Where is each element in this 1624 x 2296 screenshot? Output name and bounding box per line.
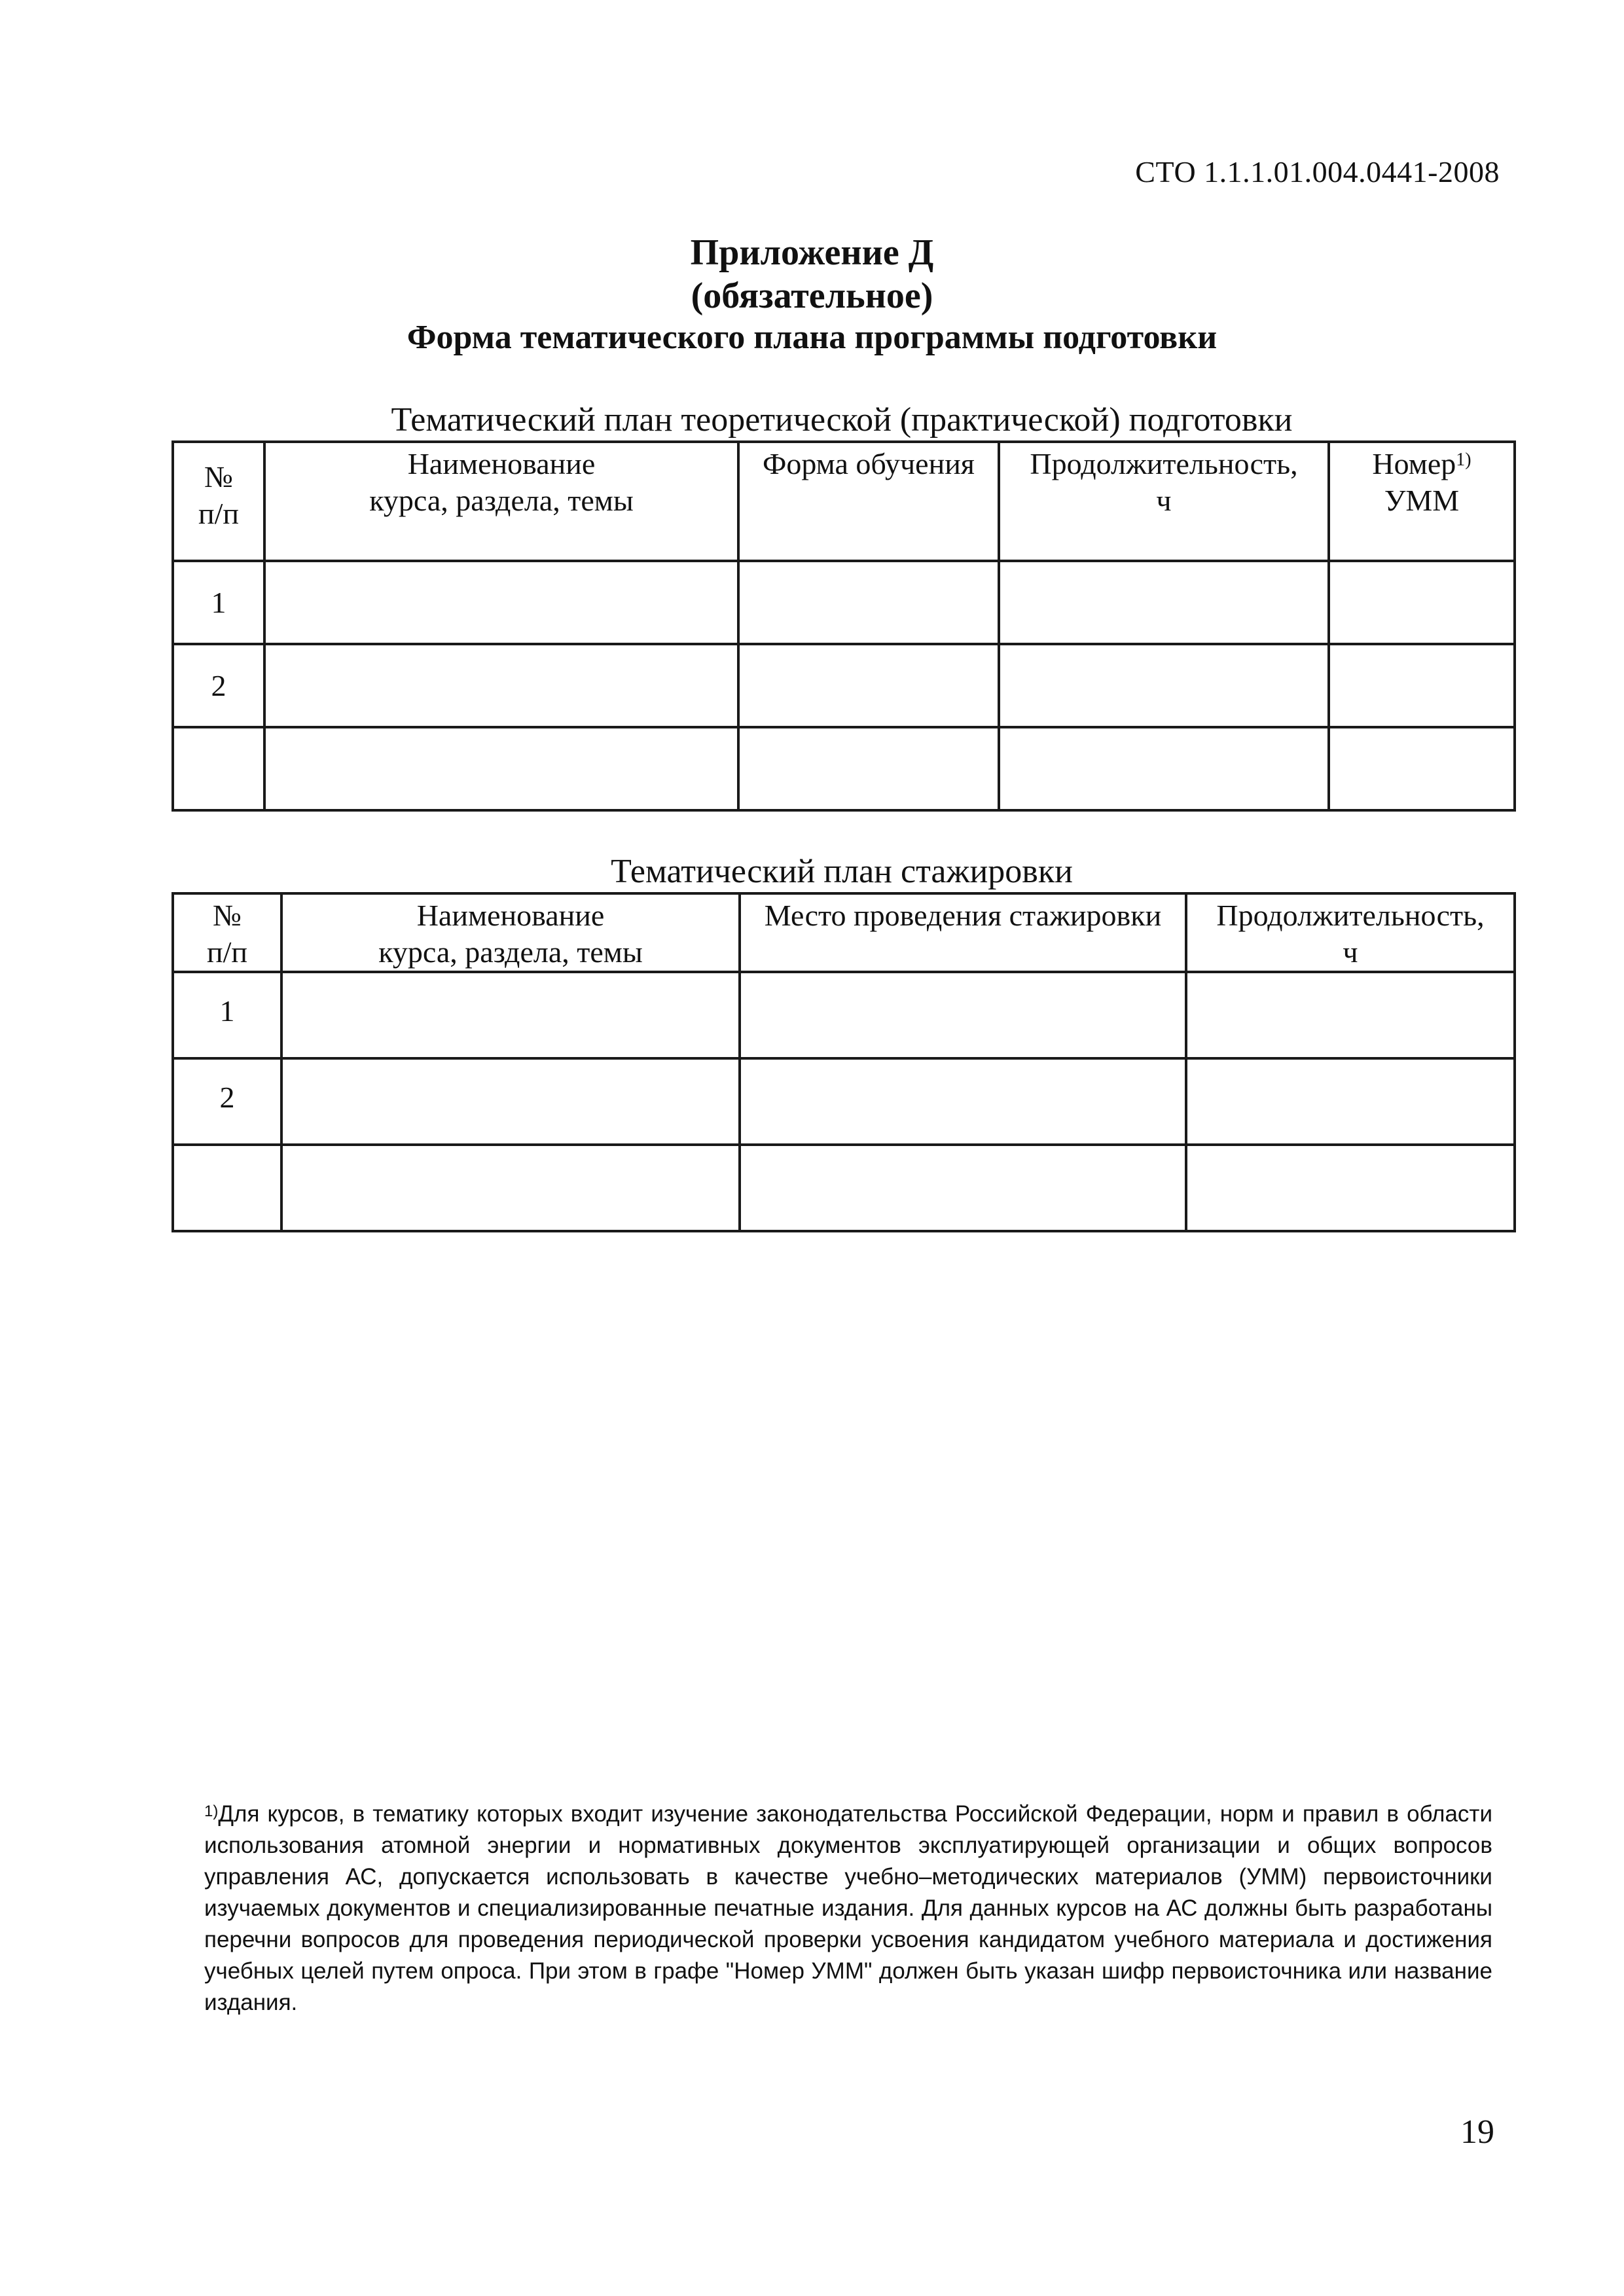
theory-plan-title: Тематический план теоретической (практической) подготовки bbox=[391, 401, 1293, 439]
col-header-umm bbox=[1329, 442, 1515, 561]
theory-plan-table bbox=[171, 440, 1516, 812]
appendix-status: (обязательное) bbox=[691, 276, 933, 316]
table-row bbox=[173, 1145, 1515, 1231]
page-number: 19 bbox=[1460, 2113, 1494, 2151]
table-cell bbox=[281, 1145, 740, 1231]
table-cell bbox=[999, 561, 1329, 644]
col-header-num: № п/п bbox=[173, 893, 281, 972]
col-header-duration: Продолжительность, ч bbox=[1186, 893, 1515, 972]
col-header-place: Место проведения стажировки bbox=[740, 893, 1186, 972]
theory-plan-header-row bbox=[173, 442, 1515, 561]
internship-plan-header-row bbox=[173, 893, 1515, 972]
table-cell bbox=[738, 644, 999, 727]
table-cell bbox=[738, 561, 999, 644]
row-number: 1 bbox=[173, 972, 281, 1058]
table-cell bbox=[264, 727, 738, 810]
internship-plan-title: Тематический план стажировки bbox=[611, 853, 1073, 890]
col-header-name: Наименование курса, раздела, темы bbox=[281, 893, 740, 972]
col-header-form: Форма обучения bbox=[738, 442, 999, 561]
table-cell bbox=[999, 727, 1329, 810]
row-number: 2 bbox=[173, 644, 264, 727]
table-cell bbox=[1186, 1058, 1515, 1145]
table-cell bbox=[740, 1058, 1186, 1145]
footnote-marker: 1) bbox=[204, 1803, 219, 1820]
appendix-title: Приложение Д bbox=[690, 232, 934, 273]
appendix-subject: Форма тематического плана программы подготовки bbox=[406, 319, 1218, 356]
table-row bbox=[173, 972, 1515, 1058]
table-cell bbox=[740, 1145, 1186, 1231]
table-cell bbox=[740, 972, 1186, 1058]
internship-plan-table bbox=[171, 892, 1516, 1232]
table-cell bbox=[1186, 972, 1515, 1058]
col-header-num: № п/п bbox=[173, 442, 264, 561]
col-header-name: Наименование курса, раздела, темы bbox=[264, 442, 738, 561]
footnote bbox=[204, 1799, 1492, 2018]
row-number bbox=[173, 1145, 281, 1231]
col-header-umm-label-2: УММ bbox=[1384, 484, 1460, 517]
table-cell bbox=[264, 644, 738, 727]
table-row bbox=[173, 1058, 1515, 1145]
col-header-umm-label: Номер bbox=[1372, 447, 1456, 480]
row-number bbox=[173, 727, 264, 810]
table-row bbox=[173, 727, 1515, 810]
table-cell bbox=[1329, 644, 1515, 727]
row-number: 1 bbox=[173, 561, 264, 644]
footnote-ref: 1) bbox=[1456, 450, 1471, 470]
table-cell bbox=[999, 644, 1329, 727]
table-cell bbox=[1186, 1145, 1515, 1231]
table-cell bbox=[738, 727, 999, 810]
table-cell bbox=[1329, 561, 1515, 644]
table-row bbox=[173, 644, 1515, 727]
table-cell bbox=[281, 1058, 740, 1145]
row-number: 2 bbox=[173, 1058, 281, 1145]
footnote-text: Для курсов, в тематику которых входит изучение законодательства Российской Федерации, норм и правил в области использования атомной энергии и нормативных документов эксплуатирующей организации и общих вопросов управления АС, допускается использовать в качестве учебно–методических материалов (УММ) первоисточники изучаемых документов и специализированные печатные издания. Для данных курсов на АС должны быть разработаны перечни вопросов для проведения периодической проверки усвоения кандидатом учебного материала и достижения учебных целей путем опроса. При этом в графе "Номер УММ" должен быть указан шифр первоисточника или название издания. bbox=[204, 1801, 1492, 2015]
table-cell bbox=[264, 561, 738, 644]
table-row bbox=[173, 561, 1515, 644]
table-cell bbox=[281, 972, 740, 1058]
col-header-duration: Продолжительность, ч bbox=[999, 442, 1329, 561]
document-code: СТО 1.1.1.01.004.0441-2008 bbox=[1135, 155, 1500, 188]
table-cell bbox=[1329, 727, 1515, 810]
